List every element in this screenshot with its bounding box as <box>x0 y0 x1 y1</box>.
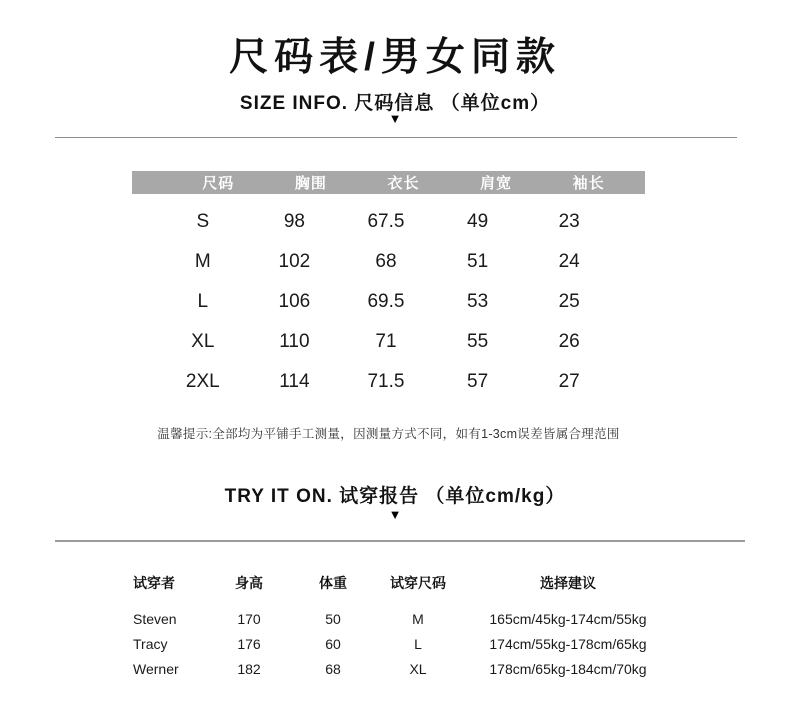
table-row <box>133 656 678 681</box>
down-triangle-icon: ▼ <box>388 111 402 126</box>
size-cell: 102 <box>278 251 311 272</box>
size-cell: 25 <box>558 291 580 312</box>
size-cell: XL <box>191 331 215 352</box>
tryon-cell: M <box>412 610 424 627</box>
size-cell: 114 <box>279 371 310 392</box>
size-cell: 71.5 <box>367 371 405 392</box>
column-header-chest: 胸围 <box>294 175 327 192</box>
column-header-tester: 试穿者 <box>133 575 175 591</box>
divider-line <box>55 540 745 542</box>
size-cell: 68 <box>375 251 397 272</box>
table-row <box>157 362 615 402</box>
size-cell: 49 <box>467 211 489 232</box>
size-cell: M <box>194 251 211 272</box>
column-header-size: 尺码 <box>202 175 235 192</box>
tryon-cell: Tracy <box>133 635 168 652</box>
table-row <box>133 631 678 656</box>
size-cell: 23 <box>558 211 580 232</box>
size-cell: S <box>196 211 210 232</box>
measurement-note: 温馨提示:全部均为平铺手工测量，因测量方式不同，如有1-3cm误差皆属合理范围 <box>157 427 620 441</box>
tryon-cell: L <box>414 635 422 652</box>
down-triangle-icon: ▼ <box>388 507 402 522</box>
tryon-cell: 50 <box>325 610 341 627</box>
size-cell: L <box>197 291 209 312</box>
size-cell: 53 <box>467 291 489 312</box>
size-cell: 69.5 <box>367 291 405 312</box>
table-row <box>157 242 615 282</box>
tryon-cell: 182 <box>237 660 261 677</box>
tryon-cell: Steven <box>133 610 177 627</box>
column-header-weight: 体重 <box>319 575 347 591</box>
size-cell: 67.5 <box>367 211 405 232</box>
size-cell: 57 <box>467 371 489 392</box>
table-row <box>157 282 615 322</box>
tryon-cell: 170 <box>237 610 261 627</box>
size-cell: 98 <box>283 211 305 232</box>
size-cell: 2XL <box>185 371 220 392</box>
divider-line <box>55 137 737 138</box>
size-table-header-row <box>132 171 645 194</box>
size-cell: 27 <box>558 371 580 392</box>
size-cell: 71 <box>375 331 397 352</box>
tryon-cell: 68 <box>325 660 341 677</box>
column-header-length: 衣长 <box>387 175 420 192</box>
tryon-cell: XL <box>409 660 427 677</box>
size-table <box>132 171 645 402</box>
table-row <box>157 202 615 242</box>
table-row <box>157 322 615 362</box>
column-header-recommendation: 选择建议 <box>540 575 596 591</box>
size-cell: 106 <box>278 291 311 312</box>
page-title: 尺码表/男女同款 <box>229 36 561 79</box>
table-row <box>133 606 678 631</box>
size-cell: 55 <box>467 331 489 352</box>
size-cell: 26 <box>558 331 580 352</box>
column-header-tried-size: 试穿尺码 <box>390 575 446 591</box>
tryon-cell: Werner <box>133 660 179 677</box>
size-table-body <box>132 202 645 402</box>
tryon-heading: TRY IT ON. 试穿报告 （单位cm/kg） <box>224 486 566 507</box>
size-cell: 24 <box>558 251 580 272</box>
tryon-cell: 176 <box>237 635 261 652</box>
tryon-header-row <box>133 568 678 598</box>
tryon-cell: 178cm/65kg-184cm/70kg <box>489 660 647 677</box>
tryon-table <box>133 568 678 681</box>
column-header-shoulder: 肩宽 <box>480 175 513 192</box>
column-header-sleeve: 袖长 <box>572 175 605 192</box>
tryon-cell: 174cm/55kg-178cm/65kg <box>489 635 647 652</box>
size-cell: 51 <box>467 251 489 272</box>
size-info-heading: SIZE INFO. 尺码信息 （单位cm） <box>239 93 551 114</box>
tryon-cell: 165cm/45kg-174cm/55kg <box>489 610 647 627</box>
size-cell: 110 <box>279 331 310 352</box>
column-header-height: 身高 <box>235 575 263 591</box>
tryon-cell: 60 <box>325 635 341 652</box>
